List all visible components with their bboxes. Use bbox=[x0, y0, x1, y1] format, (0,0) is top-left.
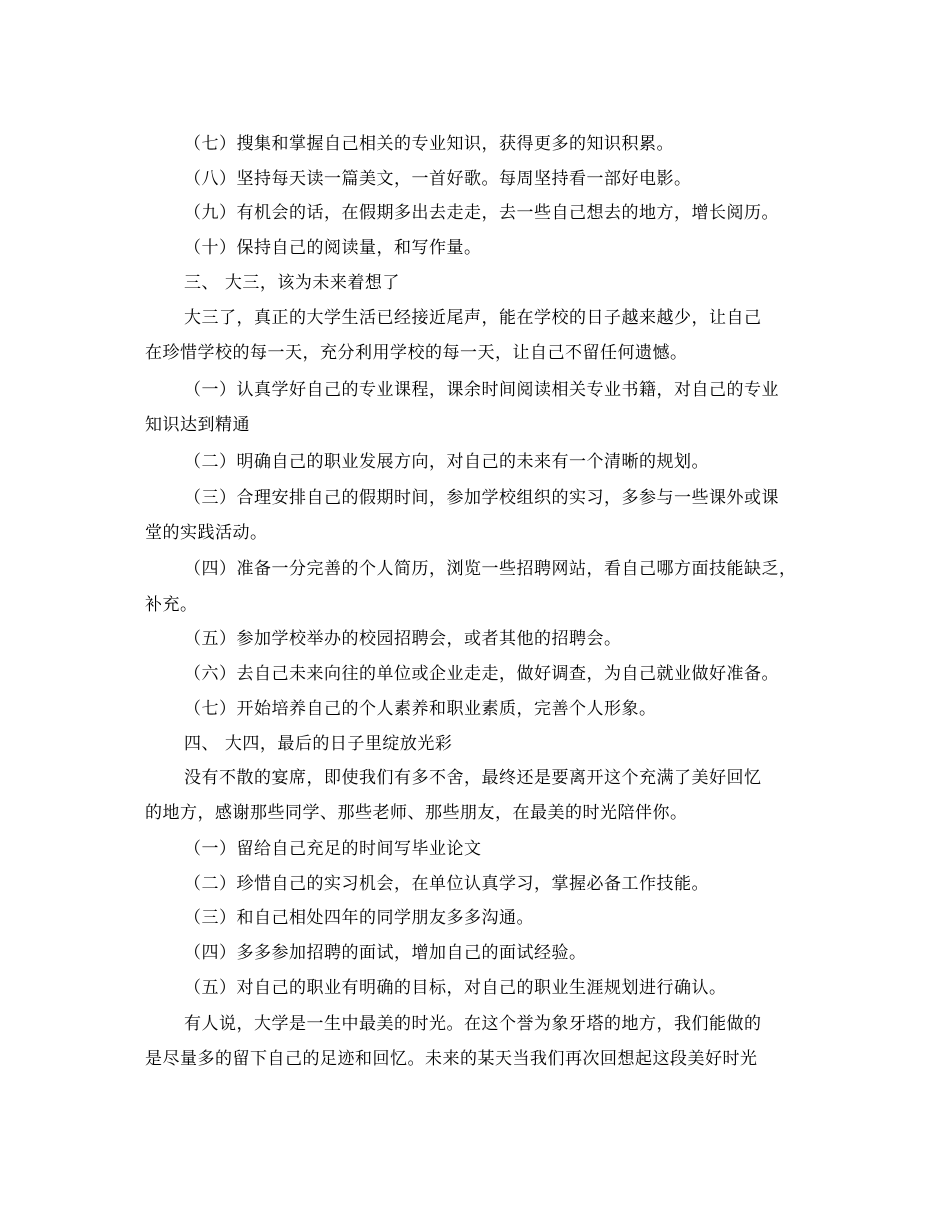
list-item: （十）保持自己的阅读量，和写作量。 bbox=[184, 238, 482, 258]
list-item: （七）搜集和掌握自己相关的专业知识，获得更多的知识积累。 bbox=[184, 134, 674, 154]
paragraph-line: 在珍惜学校的每一天，充分利用学校的每一天，让自己不留任何遗憾。 bbox=[145, 343, 688, 363]
paragraph-line: 的地方，感谢那些同学、那些老师、那些朋友，在最美的时光陪伴你。 bbox=[145, 803, 688, 823]
paragraph-line: 没有不散的宴席，即使我们有多不舍，最终还是要离开这个充满了美好回忆 bbox=[184, 768, 762, 788]
paragraph-line: 大三了，真正的大学生活已经接近尾声，能在学校的日子越来越少，让自己 bbox=[184, 308, 762, 328]
list-item: （四）多多参加招聘的面试，增加自己的面试经验。 bbox=[184, 943, 587, 963]
list-item: （一）认真学好自己的专业课程，课余时间阅读相关专业书籍，对自己的专业 bbox=[184, 380, 779, 400]
section-heading: 四、 大四，最后的日子里绽放光彩 bbox=[184, 734, 453, 754]
list-item: （九）有机会的话，在假期多出去走走，去一些自己想去的地方，增长阅历。 bbox=[184, 203, 779, 223]
list-item: （三）合理安排自己的假期时间，参加学校组织的实习，多参与一些课外或课 bbox=[184, 488, 779, 508]
paragraph-line: 是尽量多的留下自己的足迹和回忆。未来的某天当我们再次回想起这段美好时光 bbox=[145, 1049, 758, 1069]
list-item-continuation: 知识达到精通 bbox=[145, 415, 250, 435]
list-item: （三）和自己相处四年的同学朋友多多沟通。 bbox=[184, 908, 534, 928]
list-item: （五）参加学校举办的校园招聘会，或者其他的招聘会。 bbox=[184, 629, 622, 649]
list-item: （二）明确自己的职业发展方向，对自己的未来有一个清晰的规划。 bbox=[184, 452, 709, 472]
list-item-continuation: 补充。 bbox=[145, 595, 198, 615]
list-item: （二）珍惜自己的实习机会，在单位认真学习，掌握必备工作技能。 bbox=[184, 874, 709, 894]
list-item: （八）坚持每天读一篇美文，一首好歌。每周坚持看一部好电影。 bbox=[184, 169, 692, 189]
list-item: （六）去自己未来向往的单位或企业走走，做好调查，为自己就业做好准备。 bbox=[184, 664, 779, 684]
list-item-continuation: 堂的实践活动。 bbox=[145, 523, 268, 543]
list-item: （七）开始培养自己的个人素养和职业素质，完善个人形象。 bbox=[184, 699, 657, 719]
list-item: （五）对自己的职业有明确的目标，对自己的职业生涯规划进行确认。 bbox=[184, 978, 727, 998]
section-heading: 三、 大三，该为未来着想了 bbox=[184, 273, 400, 293]
list-item: （四）准备一分完善的个人简历，浏览一些招聘网站，看自己哪方面技能缺乏， bbox=[184, 559, 797, 579]
list-item: （一）留给自己充足的时间写毕业论文 bbox=[184, 839, 482, 859]
paragraph-line: 有人说，大学是一生中最美的时光。在这个誉为象牙塔的地方，我们能做的 bbox=[184, 1014, 762, 1034]
